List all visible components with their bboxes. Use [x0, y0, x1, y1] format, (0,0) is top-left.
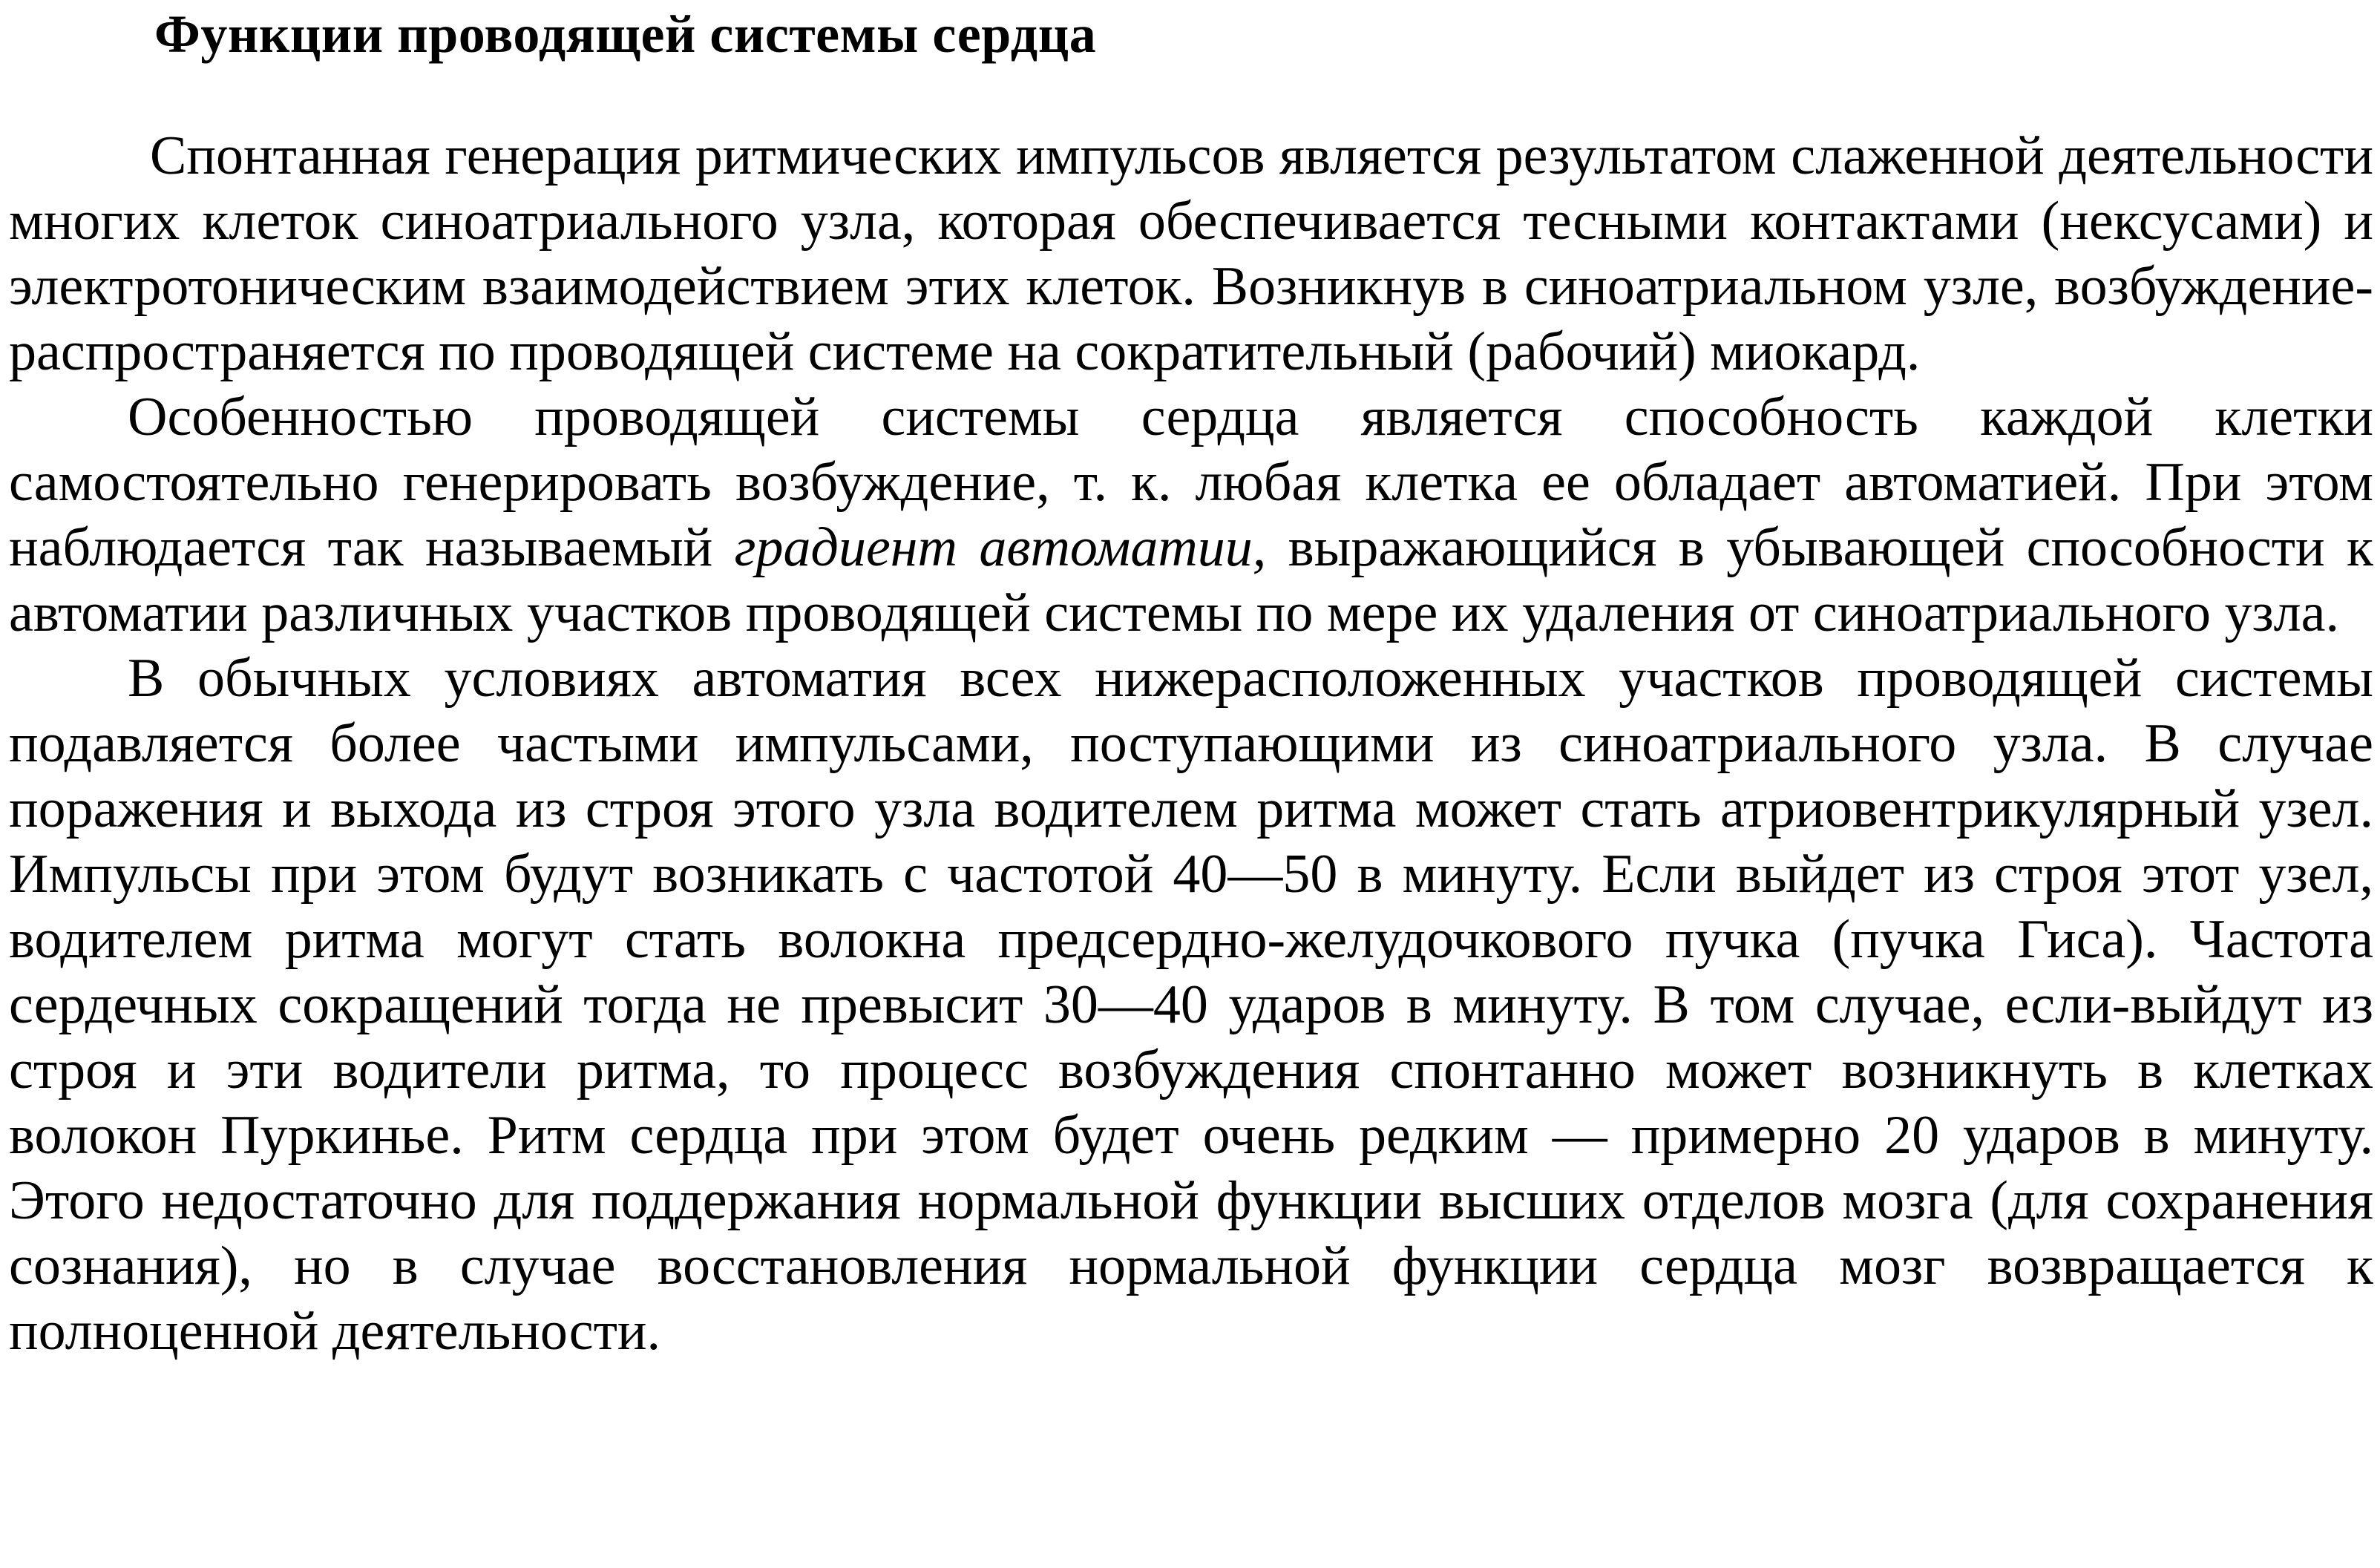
document-page: [9, 4, 2373, 1364]
paragraph-text-segment: Особенностью проводящей системы сердца является способность каждой клетки самостоятельно генерировать возбуждение, т. к. любая клетка ее обладает автоматией. При этом наблюдается так называемый: [9, 387, 2373, 578]
document-body: [9, 123, 2373, 1364]
paragraph-automaticity-gradient: [9, 384, 2373, 646]
paragraph-spontaneous-generation: Спонтанная генерация ритмических импульсов является результатом слаженной деятельности многих клеток синоатриального узла, которая обеспечивается тесными контактами (нексусами) и электротоническим взаимодействием этих клеток. Возникнув в синоатриальном узле, возбуждение-распространяется по проводящей системе на сократительный (рабочий) миокард.: [9, 125, 2373, 382]
paragraph-text-segment: выражающийся в убывающей способности к автоматии различных участков проводящей системы по мере их удаления от синоатриального узла.: [9, 517, 2373, 643]
italic-term-gradient: градиент автоматии,: [734, 517, 1267, 578]
page-title: Функции проводящей системы сердца: [154, 4, 1097, 64]
paragraph-pacemaker-hierarchy: В обычных условиях автоматия всех нижерасположенных участков проводящей системы подавляется более частыми импульсами, поступающими из синоатриального узла. В случае поражения и выхода из строя этого узла водителем ритма может стать атриовентрикулярный узел. Импульсы при этом будут возникать с частотой 40—50 в минуту. Если выйдет из строя этот узел, водителем ритма могут стать волокна предсердно-желудочкового пучка (пучка Гиса). Частота сердечных сокращений тогда не превысит 30—40 ударов в минуту. В том случае, если-выйдут из строя и эти водители ритма, то процесс возбуждения спонтанно может возникнуть в клетках волокон Пуркинье. Ритм сердца при этом будет очень редким — примерно 20 ударов в минуту. Этого недостаточно для поддержания нормальной функции высших отделов мозга (для сохранения сознания), но в случае восстановления нормальной функции сердца мозг возвращается к полноценной деятельности.: [9, 648, 2373, 1362]
